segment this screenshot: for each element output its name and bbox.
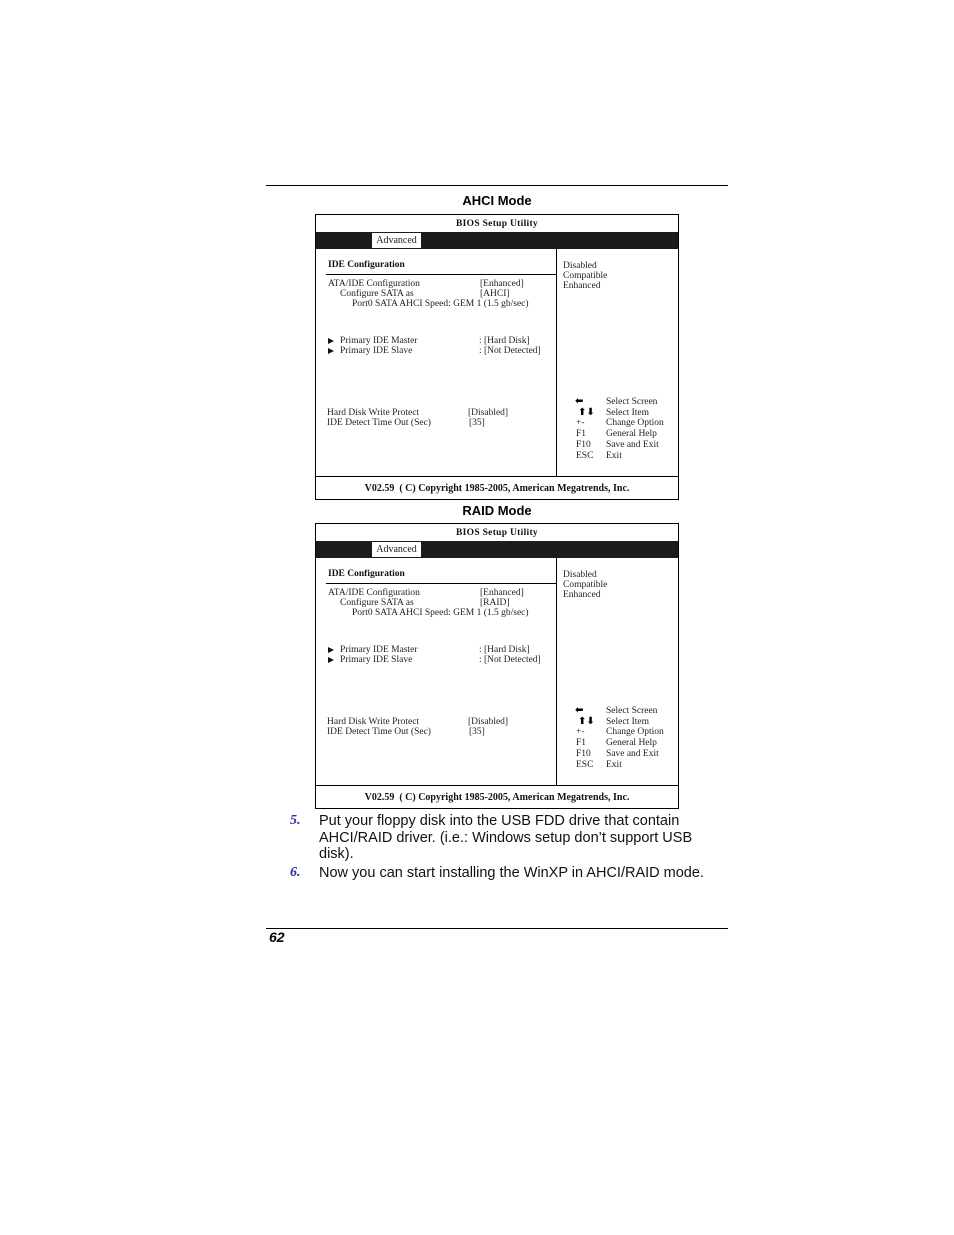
esc-key: ESC: [576, 451, 594, 461]
setting-value: [35]: [469, 418, 485, 428]
setting-value: [Disabled]: [468, 408, 509, 418]
section-title-raid: RAID Mode: [462, 503, 532, 518]
esc-key: ESC: [576, 760, 594, 770]
up-down-arrow-key: ⬆⬇: [578, 407, 595, 418]
help-option: Compatible: [563, 580, 608, 590]
setting-label: IDE Detect Time Out (Sec): [327, 418, 431, 428]
f1-key: F1: [576, 429, 587, 439]
step-number: 5.: [290, 813, 301, 828]
setting-label: Hard Disk Write Protect: [327, 717, 420, 727]
plus-minus-key: +-: [576, 418, 585, 428]
heading-underline: [326, 274, 556, 275]
step-text: [319, 865, 739, 882]
setting-label: ATA/IDE Configuration: [328, 588, 420, 598]
tab-advanced: Advanced: [372, 542, 421, 557]
section-heading: IDE Configuration: [328, 260, 405, 270]
footer-rule: [266, 928, 728, 929]
submenu-value: : [Hard Disk]: [479, 336, 530, 346]
up-down-arrow-key: ⬆⬇: [578, 716, 595, 727]
setting-value: [RAID]: [480, 598, 510, 608]
submenu-label: Primary IDE Master: [340, 336, 418, 346]
submenu-label: Primary IDE Slave: [340, 655, 413, 665]
step-number: 6.: [290, 865, 301, 880]
setting-label: Port0 SATA AHCI Speed: GEM 1 (1.5 gb/sec): [352, 608, 529, 618]
setting-label: Configure SATA as: [340, 598, 414, 608]
left-arrow-key: ⬅: [575, 705, 584, 716]
submenu-label: Primary IDE Slave: [340, 346, 413, 356]
step-text-line: disk).: [319, 846, 354, 862]
bios-footer: V02.59 ( C) Copyright 1985-2005, American Megatrends, Inc.: [316, 476, 678, 500]
bios-title: BIOS Setup Utility: [456, 528, 538, 538]
key-action: Change Option: [606, 418, 664, 428]
key-action: Exit: [606, 760, 622, 770]
header-rule: [266, 185, 728, 186]
submenu-value: : [Not Detected]: [479, 655, 541, 665]
help-option: Disabled: [563, 261, 597, 271]
key-action: Save and Exit: [606, 440, 659, 450]
f10-key: F10: [576, 749, 591, 759]
setting-label: Port0 SATA AHCI Speed: GEM 1 (1.5 gb/sec): [352, 299, 529, 309]
section-title-ahci: AHCI Mode: [462, 193, 532, 208]
bios-menu-bar: [316, 232, 678, 249]
panel-divider: [556, 249, 557, 476]
key-action: Select Screen: [606, 706, 658, 716]
submenu-label: Primary IDE Master: [340, 645, 418, 655]
key-action: Select Item: [606, 717, 649, 727]
bios-screen-raid: [315, 523, 679, 809]
section-heading: IDE Configuration: [328, 569, 405, 579]
step-text-line: Put your floppy disk into the USB FDD drive that contain: [319, 813, 680, 829]
setting-value: [Disabled]: [468, 717, 509, 727]
step-text-line: AHCI/RAID driver. (i.e.: Windows setup don’t support USB: [319, 829, 693, 846]
f1-key: F1: [576, 738, 587, 748]
key-action: Save and Exit: [606, 749, 659, 759]
setting-value: [35]: [469, 727, 485, 737]
help-option: Disabled: [563, 570, 597, 580]
bios-footer: V02.59 ( C) Copyright 1985-2005, American Megatrends, Inc.: [316, 785, 678, 809]
plus-minus-key: +-: [576, 727, 585, 737]
setting-label: IDE Detect Time Out (Sec): [327, 727, 431, 737]
left-arrow-key: ⬅: [575, 396, 584, 407]
key-action: Select Item: [606, 408, 649, 418]
bios-title: BIOS Setup Utility: [456, 219, 538, 229]
tab-advanced: Advanced: [372, 233, 421, 248]
submenu-arrow-icon: [328, 338, 334, 344]
key-action: Change Option: [606, 727, 664, 737]
step-text: [319, 813, 739, 863]
f10-key: F10: [576, 440, 591, 450]
help-option: Enhanced: [563, 590, 601, 600]
submenu-value: : [Not Detected]: [479, 346, 541, 356]
bios-menu-bar: [316, 541, 678, 558]
step-text-line: Now you can start installing the WinXP in AHCI/RAID mode.: [319, 865, 704, 881]
setting-label: Hard Disk Write Protect: [327, 408, 420, 418]
setting-label: Configure SATA as: [340, 289, 414, 299]
key-action: General Help: [606, 738, 657, 748]
help-option: Enhanced: [563, 281, 601, 291]
key-action: Exit: [606, 451, 622, 461]
help-option: Compatible: [563, 271, 608, 281]
bios-screen-ahci: [315, 214, 679, 500]
setting-value: [AHCI]: [480, 289, 510, 299]
setting-label: ATA/IDE Configuration: [328, 279, 420, 289]
submenu-value: : [Hard Disk]: [479, 645, 530, 655]
setting-value: [Enhanced]: [480, 279, 524, 289]
submenu-arrow-icon: [328, 647, 334, 653]
setting-value: [Enhanced]: [480, 588, 524, 598]
key-action: General Help: [606, 429, 657, 439]
page-number: 62: [269, 929, 285, 945]
panel-divider: [556, 558, 557, 785]
key-action: Select Screen: [606, 397, 658, 407]
heading-underline: [326, 583, 556, 584]
submenu-arrow-icon: [328, 657, 334, 663]
submenu-arrow-icon: [328, 348, 334, 354]
